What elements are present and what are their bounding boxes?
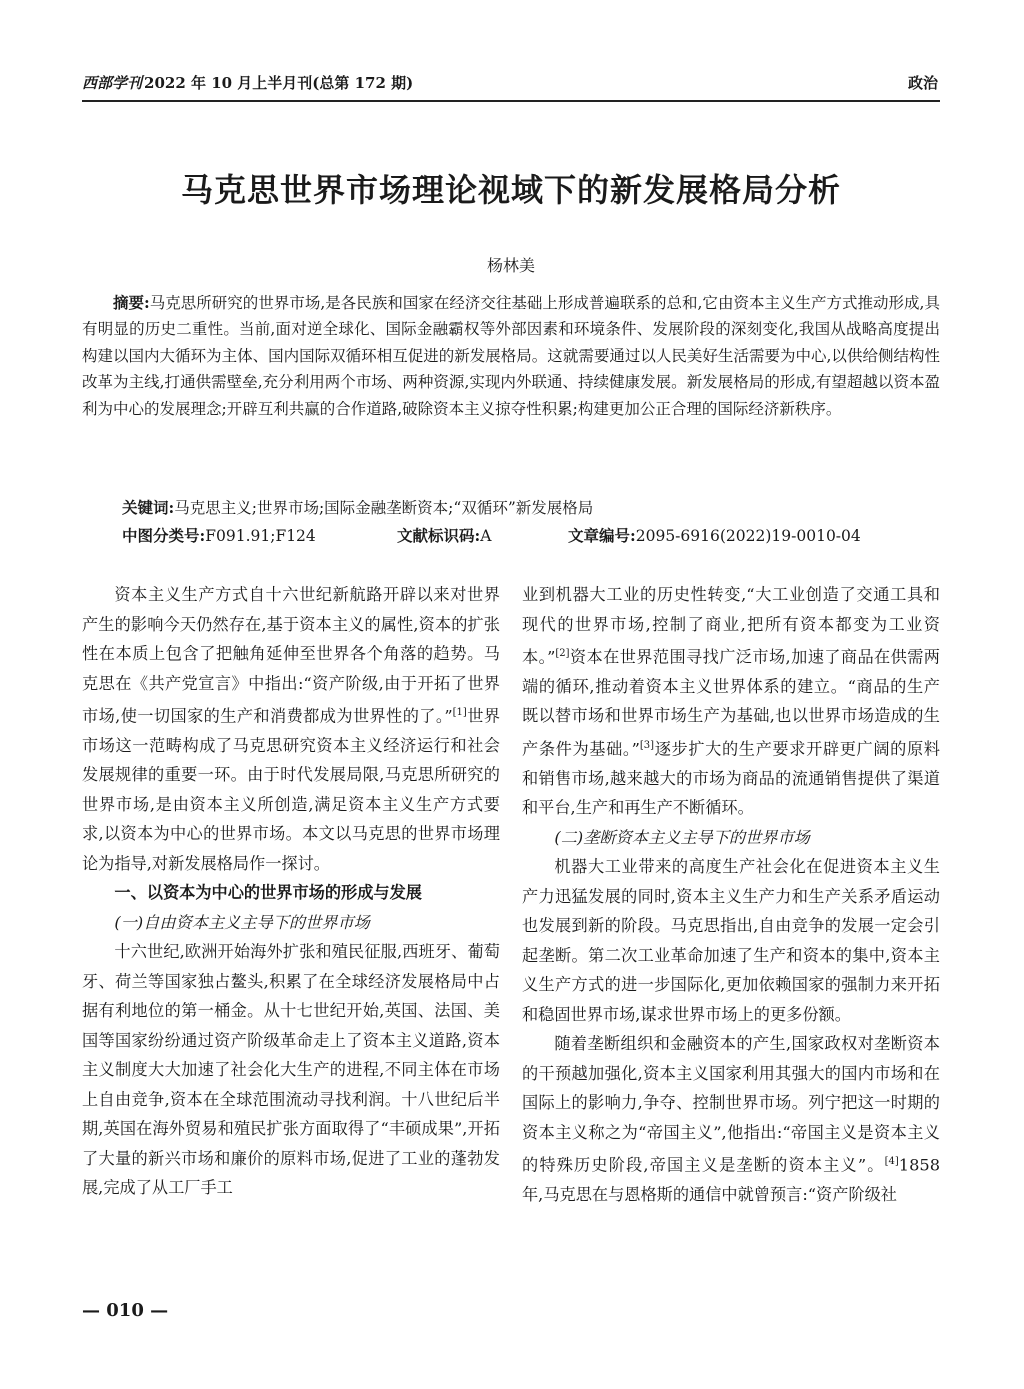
abstract-text: 马克思所研究的世界市场,是各民族和国家在经济交往基础上形成普遍联系的总和,它由资本主义生产方式推动形成,具有明显的历史二重性。当前,面对逆全球化、国际金融霸权等外部因素和环境条件、发展阶段的深刻变化,我国从战略高度提出构建以国内大循环为主体、国内国际双循环相互促进的新发展格局。这就需要通过以人民美好生活需要为中心,以供给侧结构性改革为主线,打通供需壁垒,充分利用两个市场、两种资源,实现内外联通、持续健康发展。新发展格局的形成,有望超越以资本盈利为中心的发展理念;开辟互利共赢的合作道路,破除资本主义掠夺性积累;构建更加公正合理的国际经济新秩序。	[82, 294, 940, 418]
body-paragraph: 十六世纪,欧洲开始海外扩张和殖民征服,西班牙、葡萄牙、荷兰等国家独占鳌头,积累了在全球经济发展格局中占据有利地位的第一桶金。从十七世纪开始,英国、法国、美国等国家纷纷通过资产阶级革命走上了资本主义道路,资本主义制度大大加速了社会化大生产的进程,不同主体在市场上自由竞争,资本在全球范围流动寻找利润。十八世纪后半期,英国在海外贸易和殖民扩张方面取得了“丰硕成果”,开拓了大量的新兴市场和廉价的原料市场,促进了工业的蓬勃发展,完成了从工厂手工	[82, 942, 500, 1198]
body-paragraph: 机器大工业带来的高度生产社会化在促进资本主义生产力迅猛发展的同时,资本主义生产力和生产关系矛盾运动也发展到新的阶段。马克思指出,自由竞争的发展一定会引起垄断。第二次工业革命加速了生产和资本的集中,资本主义生产方式的进一步国际化,更加依赖国家的强制力来开拓和稳固世界市场,谋求世界市场上的更多份额。	[522, 857, 940, 1024]
citation-ref: [1]	[452, 707, 467, 718]
body-paragraph: 随着垄断组织和金融资本的产生,国家政权对垄断资本的干预越加强化,资本主义国家利用其强大的国内市场和在国际上的影响力,争夺、控制世界市场。列宁把这一时期的资本主义称之为“帝国主义”,他指出:“帝国主义是资本主义的特殊历史阶段,帝国主义是垄断的资本主义”。[4]1858 年,马克思在与恩格斯的通信中就曾预言:“资产阶级社	[522, 1034, 940, 1205]
subsection-heading: (一)自由资本主义主导下的世界市场	[114, 912, 370, 932]
article-number	[568, 524, 861, 548]
running-header	[82, 72, 940, 96]
abstract	[82, 290, 940, 422]
body-paragraph: 资本主义生产方式自十六世纪新航路开辟以来对世界产生的影响今天仍然存在,基于资本主义的属性,资本的扩张性在本质上包含了把触角延伸至世界各个角落的趋势。马克思在《共产党宣言》中指出:“资产阶级,由于开拓了世界市场,使一切国家的生产和消费都成为世界性的了。”[1]世界市场这一范畴构成了马克思研究资本主义经济运行和社会发展规律的重要一环。由于时代发展局限,马克思所研究的世界市场,是由资本主义所创造,满足资本主义生产方式要求,以资本为中心的世界市场。本文以马克思的世界市场理论为指导,对新发展格局作一探讨。	[82, 585, 501, 873]
section-name: 政治	[907, 74, 938, 92]
body-paragraph: 业到机器大工业的历史性转变,“大工业创造了交通工具和现代的世界市场,控制了商业,把所有资本都变为工业资本。”[2]资本在世界范围寻找广泛市场,加速了商品在供需两端的循环,推动着资本主义世界体系的建立。“商品的生产既以替市场和世界市场生产为基础,也以世界市场造成的生产条件为基础。”[3]逐步扩大的生产要求开辟更广阔的原料和销售市场,越来越大的市场为商品的流通销售提供了渠道和平台,生产和再生产不断循环。	[522, 585, 940, 818]
citation-ref: [4]	[884, 1156, 899, 1168]
header-divider	[82, 100, 940, 102]
citation-ref: [2]	[555, 648, 570, 659]
document-code	[397, 524, 491, 548]
keywords-label: 关键词:	[122, 498, 175, 517]
body-column-left	[82, 580, 500, 1203]
body-column-right	[522, 580, 940, 1210]
subsection-heading: (二)垄断资本主义主导下的世界市场	[554, 827, 810, 847]
citation-ref: [3]	[639, 739, 655, 751]
doc-value: A	[480, 527, 492, 545]
section-heading: 一、以资本为中心的世界市场的形成与发展	[114, 883, 422, 903]
doc-label: 文献标识码:	[397, 526, 481, 545]
journal-issue	[82, 72, 413, 93]
article-label: 文章编号:	[568, 526, 636, 545]
issue-info: 2022 年 10 月上半月刊(总第 172 期)	[144, 74, 414, 92]
article-title: 马克思世界市场理论视域下的新发展格局分析	[180, 171, 841, 209]
keywords	[122, 496, 940, 520]
article-metadata	[122, 524, 940, 548]
clc-value: F091.91;F124	[205, 527, 316, 545]
clc-number	[122, 524, 316, 548]
keywords-text: 马克思主义;世界市场;国际金融垄断资本;“双循环”新发展格局	[174, 499, 594, 517]
page-number: — 010 —	[82, 1300, 169, 1321]
article-author: 杨林美	[486, 256, 535, 275]
clc-label: 中图分类号:	[122, 526, 206, 545]
journal-logo: 西部学刊	[82, 74, 143, 92]
abstract-label: 摘要:	[113, 293, 150, 312]
article-value: 2095-6916(2022)19-0010-04	[635, 527, 861, 545]
